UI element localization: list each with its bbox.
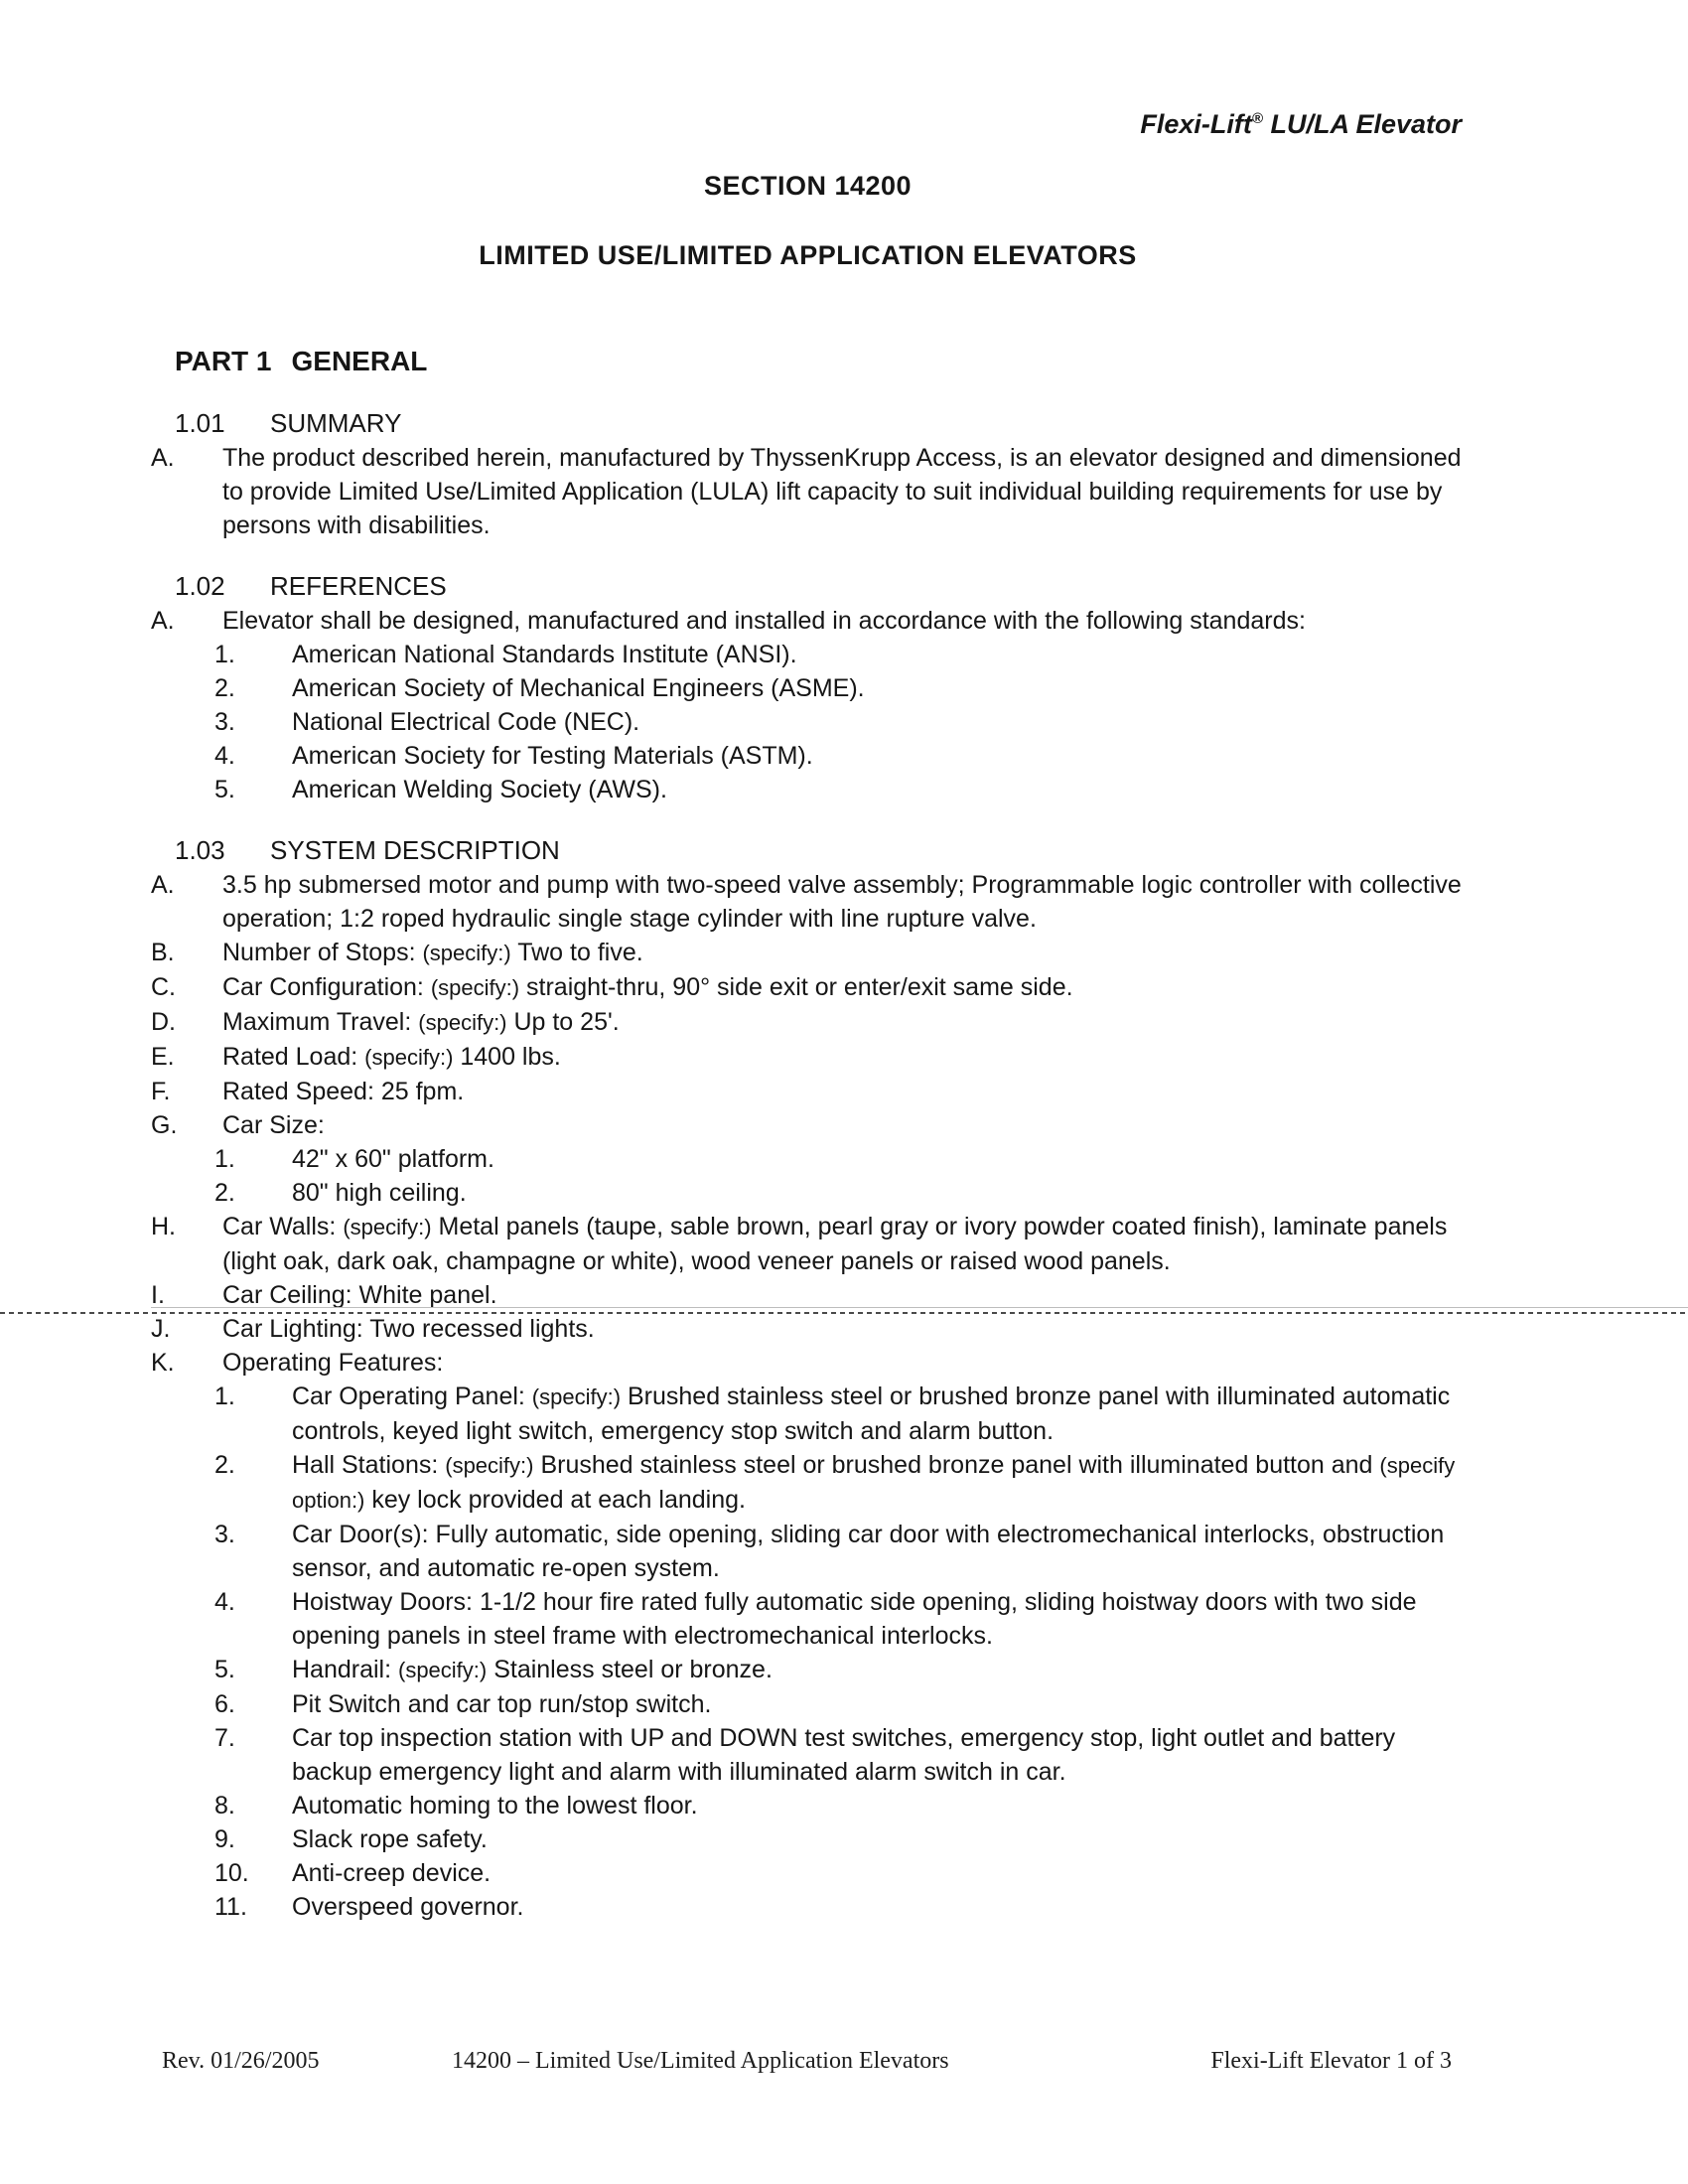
list-item-A [151, 868, 1465, 936]
list-item-label: 9. [214, 1825, 235, 1853]
list-item-F [151, 1075, 1465, 1108]
list-item-text: Slack rope safety. [292, 1825, 488, 1853]
list-item-label: 5. [214, 776, 235, 803]
specify-note: (specify:) [343, 1215, 432, 1239]
list-item-text: American Society of Mechanical Engineers (ASME). [292, 674, 865, 702]
list-item-6 [151, 1687, 1465, 1721]
list-item-text: Hoistway Doors: 1-1/2 hour fire rated fully automatic side opening, sliding hoistway doors with two side opening panels in steel frame with electromechanical interlocks. [292, 1588, 1417, 1650]
footer-revision-date: Rev. 01/26/2005 [162, 2048, 320, 2074]
list-item-text: Car Ceiling: White panel. [222, 1281, 497, 1309]
list-item-text: Car Operating Panel: (specify:) Brushed stainless steel or brushed bronze panel with illuminated automatic controls, keyed light switch, emergency stop switch and alarm button. [292, 1383, 1451, 1445]
list-item-label: I. [151, 1281, 165, 1309]
list-item-A [151, 441, 1465, 542]
list-item-text: American Society for Testing Materials (ASTM). [292, 742, 813, 770]
list-item-text: Elevator shall be designed, manufactured and installed in accordance with the following standards: [222, 607, 1306, 635]
list-item-label: E. [151, 1043, 175, 1071]
list-item-label: 4. [214, 742, 235, 770]
list-item-label: 1. [214, 1145, 235, 1173]
list-item-text: 3.5 hp submersed motor and pump with two-speed valve assembly; Programmable logic controller with collective operation; 1:2 roped hydraulic single stage cylinder with line rupture valve. [222, 871, 1462, 933]
list-item-label: 6. [214, 1690, 235, 1718]
sections-container [151, 405, 1465, 1924]
list-item-J [151, 1312, 1465, 1346]
list-item-text: Car Size: [222, 1111, 325, 1139]
list-item-A [151, 604, 1465, 638]
list-item-I [151, 1278, 1465, 1312]
list-item-label: 2. [214, 674, 235, 702]
list-item-E [151, 1040, 1465, 1075]
list-item-label: 4. [214, 1588, 235, 1616]
list-item-text: Handrail: (specify:) Stainless steel or bronze. [292, 1656, 773, 1683]
list-item-text: Rated Load: (specify:) 1400 lbs. [222, 1043, 561, 1071]
list-item-text: American Welding Society (AWS). [292, 776, 667, 803]
list-item-text: National Electrical Code (NEC). [292, 708, 640, 736]
list-item-label: A. [151, 607, 175, 635]
list-item-H [151, 1210, 1465, 1278]
list-item-label: 11. [214, 1893, 247, 1921]
list-item-text: 80" high ceiling. [292, 1179, 467, 1207]
section-1.03 [151, 832, 1465, 1924]
list-item-label: 8. [214, 1792, 235, 1820]
registered-trademark-symbol: ® [1251, 110, 1263, 127]
list-item-1 [151, 1142, 1465, 1176]
list-item-text: Automatic homing to the lowest floor. [292, 1792, 698, 1820]
list-item-11 [151, 1890, 1465, 1924]
list-item-G [151, 1108, 1465, 1142]
list-item-label: C. [151, 973, 176, 1001]
specify-note: (specify:) [422, 941, 511, 965]
list-item-text: Car Door(s): Fully automatic, side opening, sliding car door with electromechanical interlocks, obstruction sensor, and automatic re-open system. [292, 1521, 1445, 1582]
list-item-label: 2. [214, 1451, 235, 1479]
specify-note: (specify:) [430, 975, 520, 1000]
list-item-label: 1. [214, 1383, 235, 1410]
list-item-2 [151, 671, 1465, 705]
brand-suffix: LU/LA Elevator [1262, 109, 1462, 139]
footer-section-title: 14200 – Limited Use/Limited Application Elevators [452, 2048, 949, 2074]
list-item-text: Car top inspection station with UP and DOWN test switches, emergency stop, light outlet and battery backup emergency light and alarm with illuminated alarm switch in car. [292, 1724, 1396, 1786]
list-item-text: Operating Features: [222, 1349, 444, 1377]
list-item-text: Maximum Travel: (specify:) Up to 25'. [222, 1008, 620, 1036]
list-item-label: H. [151, 1213, 176, 1240]
brand-header [1140, 109, 1462, 140]
document-title: LIMITED USE/LIMITED APPLICATION ELEVATORS [479, 240, 1137, 270]
specify-note: (specify:) [364, 1045, 454, 1070]
section-number: 1.01 [175, 408, 225, 438]
list-item-C [151, 970, 1465, 1005]
list-item-label: F. [151, 1078, 171, 1105]
list-item-text: Car Lighting: Two recessed lights. [222, 1315, 595, 1343]
section-title: SUMMARY [270, 408, 402, 438]
list-item-label: 3. [214, 1521, 235, 1548]
list-item-1 [151, 1380, 1465, 1448]
list-item-4 [151, 739, 1465, 773]
list-item-label: 1. [214, 641, 235, 668]
section-number: 1.02 [175, 571, 225, 601]
list-item-D [151, 1005, 1465, 1040]
list-item-8 [151, 1789, 1465, 1822]
list-item-text: Car Configuration: (specify:) straight-thru, 90° side exit or enter/exit same side. [222, 973, 1073, 1001]
list-item-label: A. [151, 444, 175, 472]
list-item-text: 42" x 60" platform. [292, 1145, 494, 1173]
list-item-text: Hall Stations: (specify:) Brushed stainless steel or brushed bronze panel with illuminated button and (specify option:) key lock provided at each landing. [292, 1451, 1456, 1514]
list-item-text: Number of Stops: (specify:) Two to five. [222, 939, 643, 966]
list-item-label: 10. [214, 1859, 249, 1887]
page-footer [0, 2048, 1688, 2084]
specify-note: (specify:) [445, 1453, 534, 1478]
list-item-text: American National Standards Institute (ANSI). [292, 641, 797, 668]
list-item-5 [151, 773, 1465, 806]
list-item-4 [151, 1585, 1465, 1653]
section-number-title: SECTION 14200 [703, 171, 913, 201]
list-item-5 [151, 1653, 1465, 1687]
list-item-label: J. [151, 1315, 171, 1343]
list-item-text: Car Walls: (specify:) Metal panels (taupe, sable brown, pearl gray or ivory powder coated finish), laminate panels (light oak, dark oak, champagne or white), wood veneer panels or raised wood panels. [222, 1213, 1448, 1275]
list-item-7 [151, 1721, 1465, 1789]
list-item-text: The product described herein, manufactured by ThyssenKrupp Access, is an elevator designed and dimensioned to provide Limited Use/Limited Application (LULA) lift capacity to suit individual building requirements for use by persons with disabilities. [222, 444, 1462, 539]
list-item-3 [151, 705, 1465, 739]
list-item-text: Anti-creep device. [292, 1859, 492, 1887]
section-title: SYSTEM DESCRIPTION [270, 835, 560, 865]
list-item-label: 5. [214, 1656, 235, 1683]
list-item-label: 3. [214, 708, 235, 736]
list-item-label: 7. [214, 1724, 235, 1752]
list-item-label: A. [151, 871, 175, 899]
list-item-9 [151, 1822, 1465, 1856]
list-item-label: 2. [214, 1179, 235, 1207]
part-number: PART 1 [175, 346, 272, 376]
list-item-K [151, 1346, 1465, 1380]
list-item-label: D. [151, 1008, 176, 1036]
list-item-label: G. [151, 1111, 178, 1139]
document-content [151, 169, 1465, 1924]
specify-note: (specify:) [531, 1384, 622, 1409]
list-item-3 [151, 1518, 1465, 1585]
section-1.01 [151, 405, 1465, 542]
specify-note: (specify:) [418, 1010, 507, 1035]
list-item-2 [151, 1176, 1465, 1210]
list-item-text: Overspeed governor. [292, 1893, 524, 1921]
list-item-text: Rated Speed: 25 fpm. [222, 1078, 465, 1105]
section-title: REFERENCES [270, 571, 447, 601]
list-item-B [151, 936, 1465, 970]
list-item-text: Pit Switch and car top run/stop switch. [292, 1690, 712, 1718]
section-heading [151, 405, 1465, 441]
list-item-1 [151, 638, 1465, 671]
list-item-10 [151, 1856, 1465, 1890]
brand-name: Flexi-Lift [1140, 109, 1252, 139]
list-item-label: K. [151, 1349, 175, 1377]
section-1.02 [151, 568, 1465, 806]
footer-page-number: Flexi-Lift Elevator 1 of 3 [1210, 2048, 1452, 2074]
specify-note: (specify option:) [292, 1453, 1456, 1513]
section-number: 1.03 [175, 835, 225, 865]
part-title: GENERAL [291, 346, 428, 376]
part-heading [151, 344, 1465, 379]
list-item-2 [151, 1448, 1465, 1518]
section-heading [151, 832, 1465, 868]
section-heading [151, 568, 1465, 604]
list-item-label: B. [151, 939, 175, 966]
specify-note: (specify:) [398, 1658, 488, 1682]
